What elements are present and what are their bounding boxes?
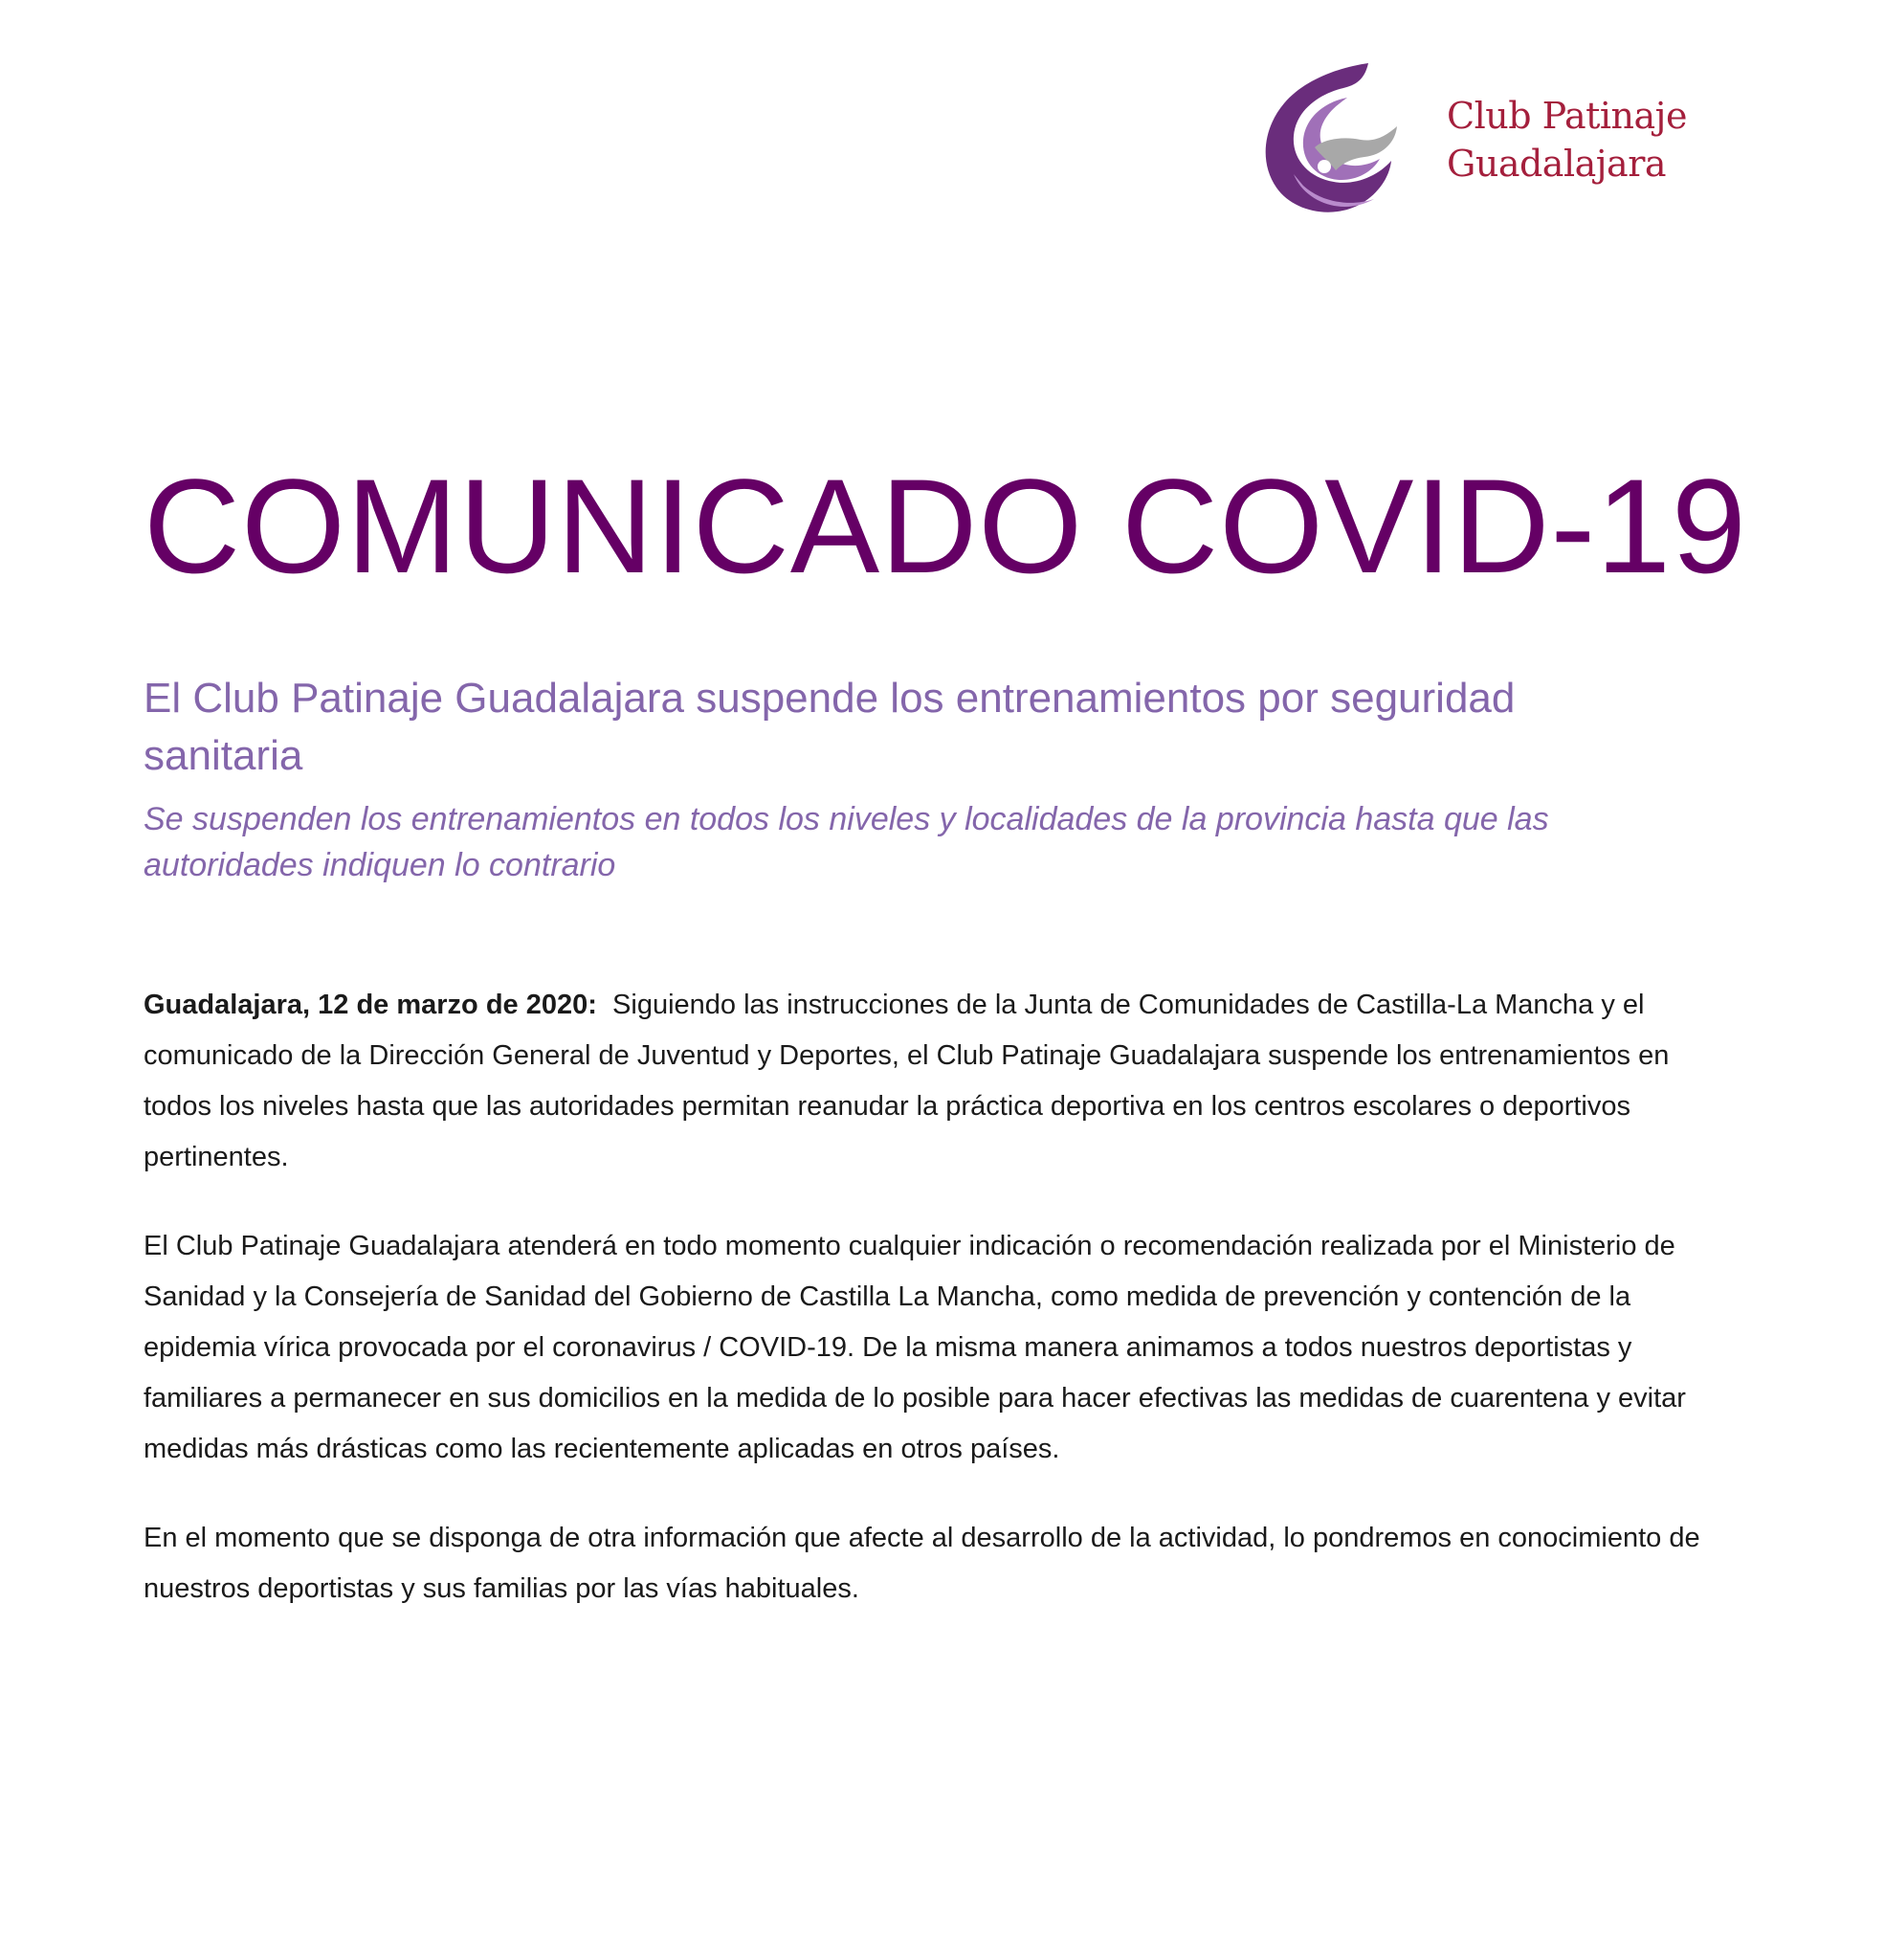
logo-line-2: Guadalajara	[1447, 143, 1667, 185]
paragraph-1-text: Siguiendo las instrucciones de la Junta de Comunidades de Castilla-La Mancha y el comunicado de la Dirección General de Juventud y Deportes, el Club Patinaje Guadalajara suspende los entrenamientos en todos los niveles hasta que las autoridades permitan reanudar la práctica deportiva en los centros escolares o deportivos pertinentes.	[144, 990, 1670, 1172]
dateline: Guadalajara, 12 de marzo de 2020:	[144, 990, 597, 1020]
lede-italic: Se suspenden los entrenamientos en todos los niveles y localidades de la provincia hasta que las autoridades indiquen lo contrario	[144, 801, 1549, 883]
logo-line-1: Club Patinaje	[1447, 95, 1687, 137]
article-body	[144, 980, 1732, 1653]
paragraph-2: El Club Patinaje Guadalajara atenderá en todo momento cualquier indicación o recomendación realizada por el Ministerio de Sanidad y la Consejería de Sanidad del Gobierno de Castilla La Mancha, como medida de prevención y contención de la epidemia vírica provocada por el coronavirus / COVID-19. De la misma manera animamos a todos nuestros deportistas y familiares a permanecer en sus domicilios en la medida de lo posible para hacer efectivas las medidas de cuarentena y evitar medidas más drásticas como las recientemente aplicadas en otros países.	[144, 1231, 1686, 1464]
paragraph-3: En el momento que se disponga de otra información que afecte al desarrollo de la actividad, lo pondremos en conocimiento de nuestros deportistas y sus familias por las vías habituales.	[144, 1523, 1700, 1604]
page-title: COMUNICADO COVID-19	[144, 451, 1747, 601]
club-logo-text	[1447, 92, 1687, 188]
club-emblem-icon	[1255, 59, 1408, 222]
paragraph-1	[144, 980, 1732, 1183]
page-subtitle: El Club Patinaje Guadalajara suspende los entrenamientos por seguridad sanitaria	[144, 675, 1516, 779]
club-logo	[1255, 59, 1734, 222]
